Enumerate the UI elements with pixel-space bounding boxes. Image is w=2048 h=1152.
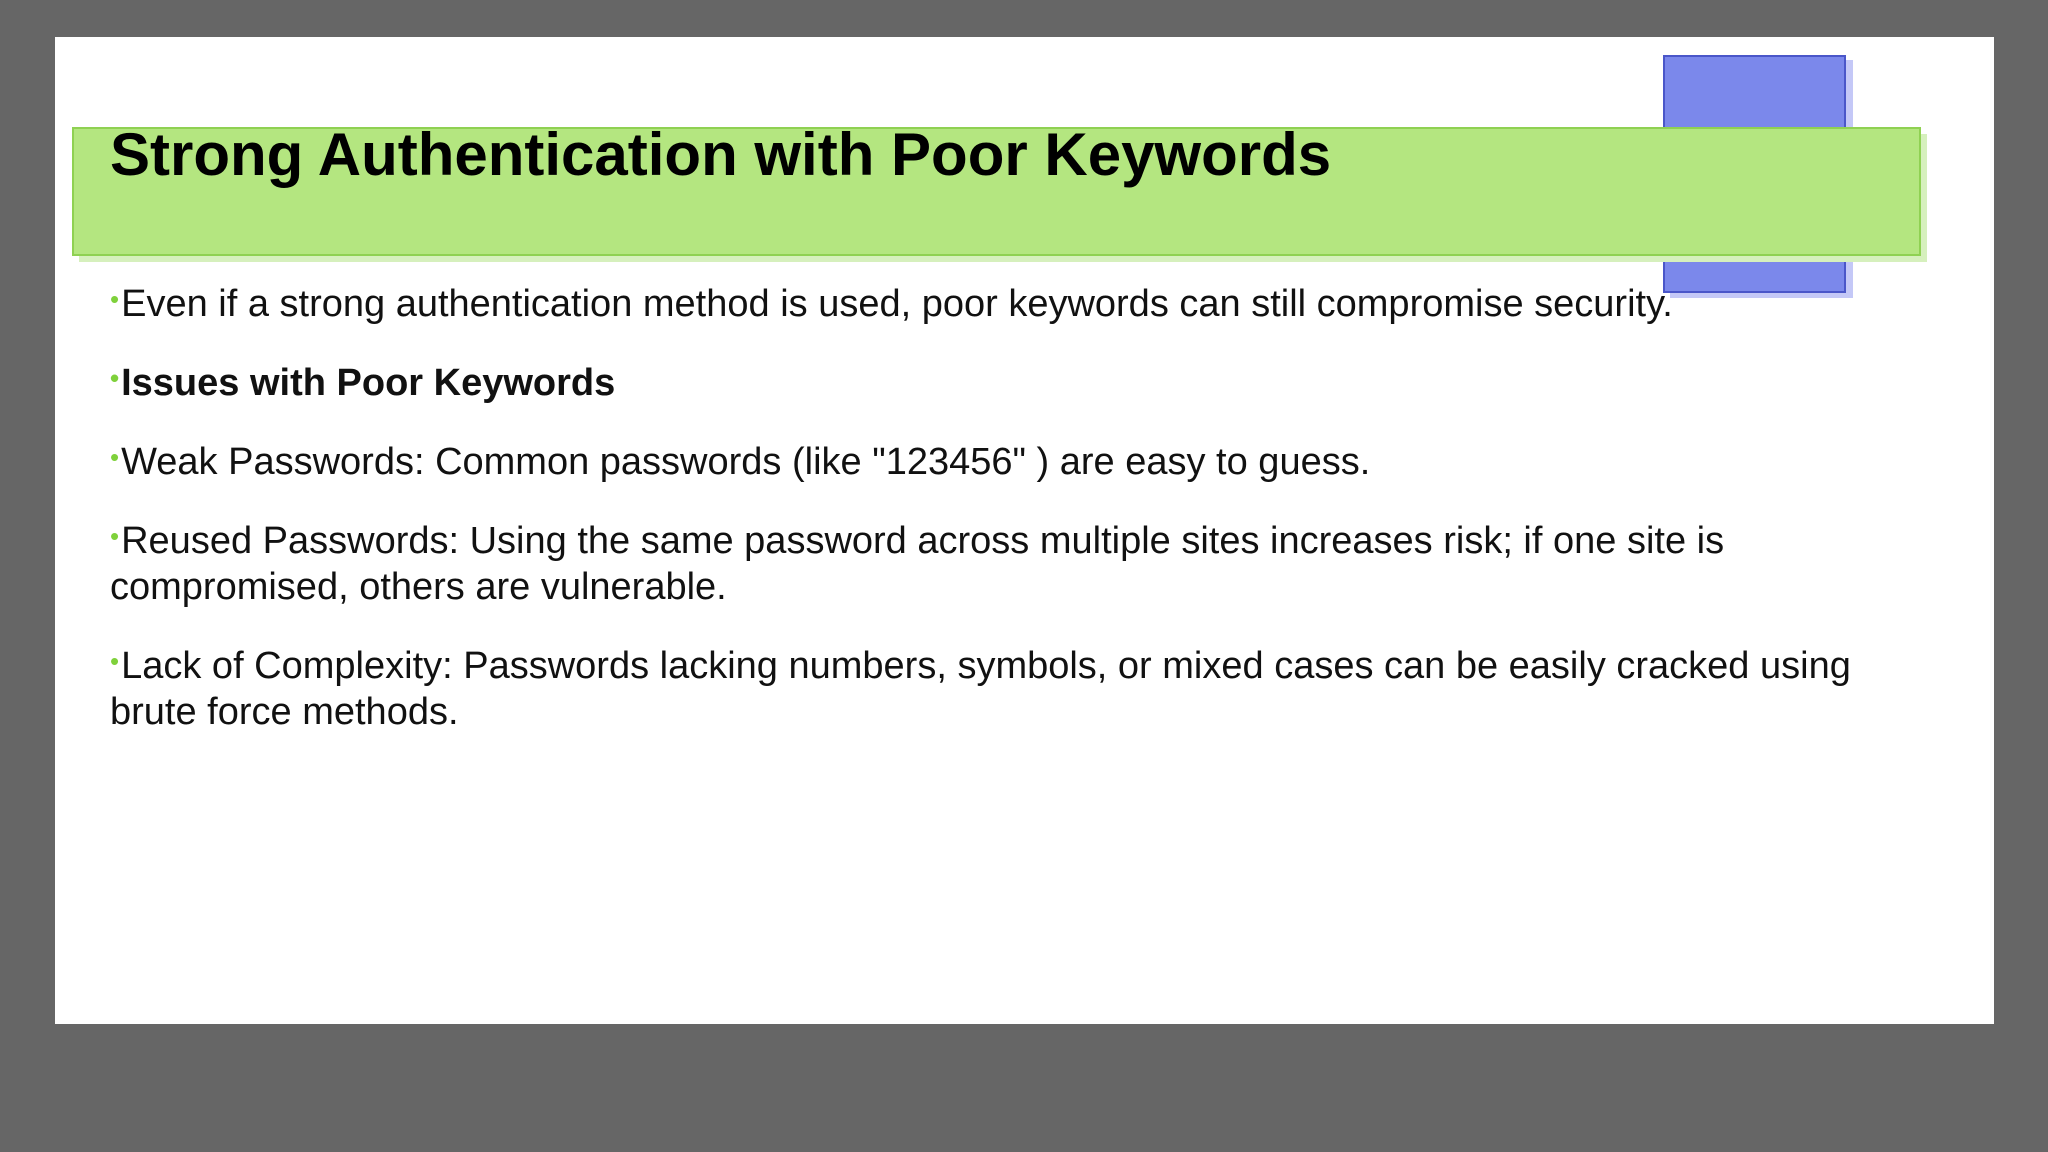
bullet-text: Even if a strong authentication method is used, poor keywords can still compromise security.: [121, 283, 1673, 325]
bullet-icon: •: [110, 363, 120, 393]
bullet-item: [110, 276, 1910, 327]
slide-title: Strong Authentication with Poor Keywords: [110, 121, 1332, 188]
bullet-item: [110, 513, 1910, 610]
bullet-icon: •: [110, 284, 120, 314]
bullet-text: Lack of Complexity: Passwords lacking numbers, symbols, or mixed cases can be easily cracked using brute force methods.: [110, 645, 1851, 733]
bullet-item-heading: [110, 355, 1910, 406]
bullet-text: Reused Passwords: Using the same password across multiple sites increases risk; if one site is compromised, others are vulnerable.: [110, 520, 1725, 608]
bullet-text: Issues with Poor Keywords: [121, 362, 616, 404]
bullet-text: Weak Passwords: Common passwords (like "123456" ) are easy to guess.: [121, 441, 1371, 483]
bullet-icon: •: [110, 442, 120, 472]
bullet-icon: •: [110, 521, 120, 551]
bullet-item: [110, 638, 1910, 735]
bullet-icon: •: [110, 646, 120, 676]
slide-content: [110, 276, 1910, 763]
bullet-item: [110, 434, 1910, 485]
